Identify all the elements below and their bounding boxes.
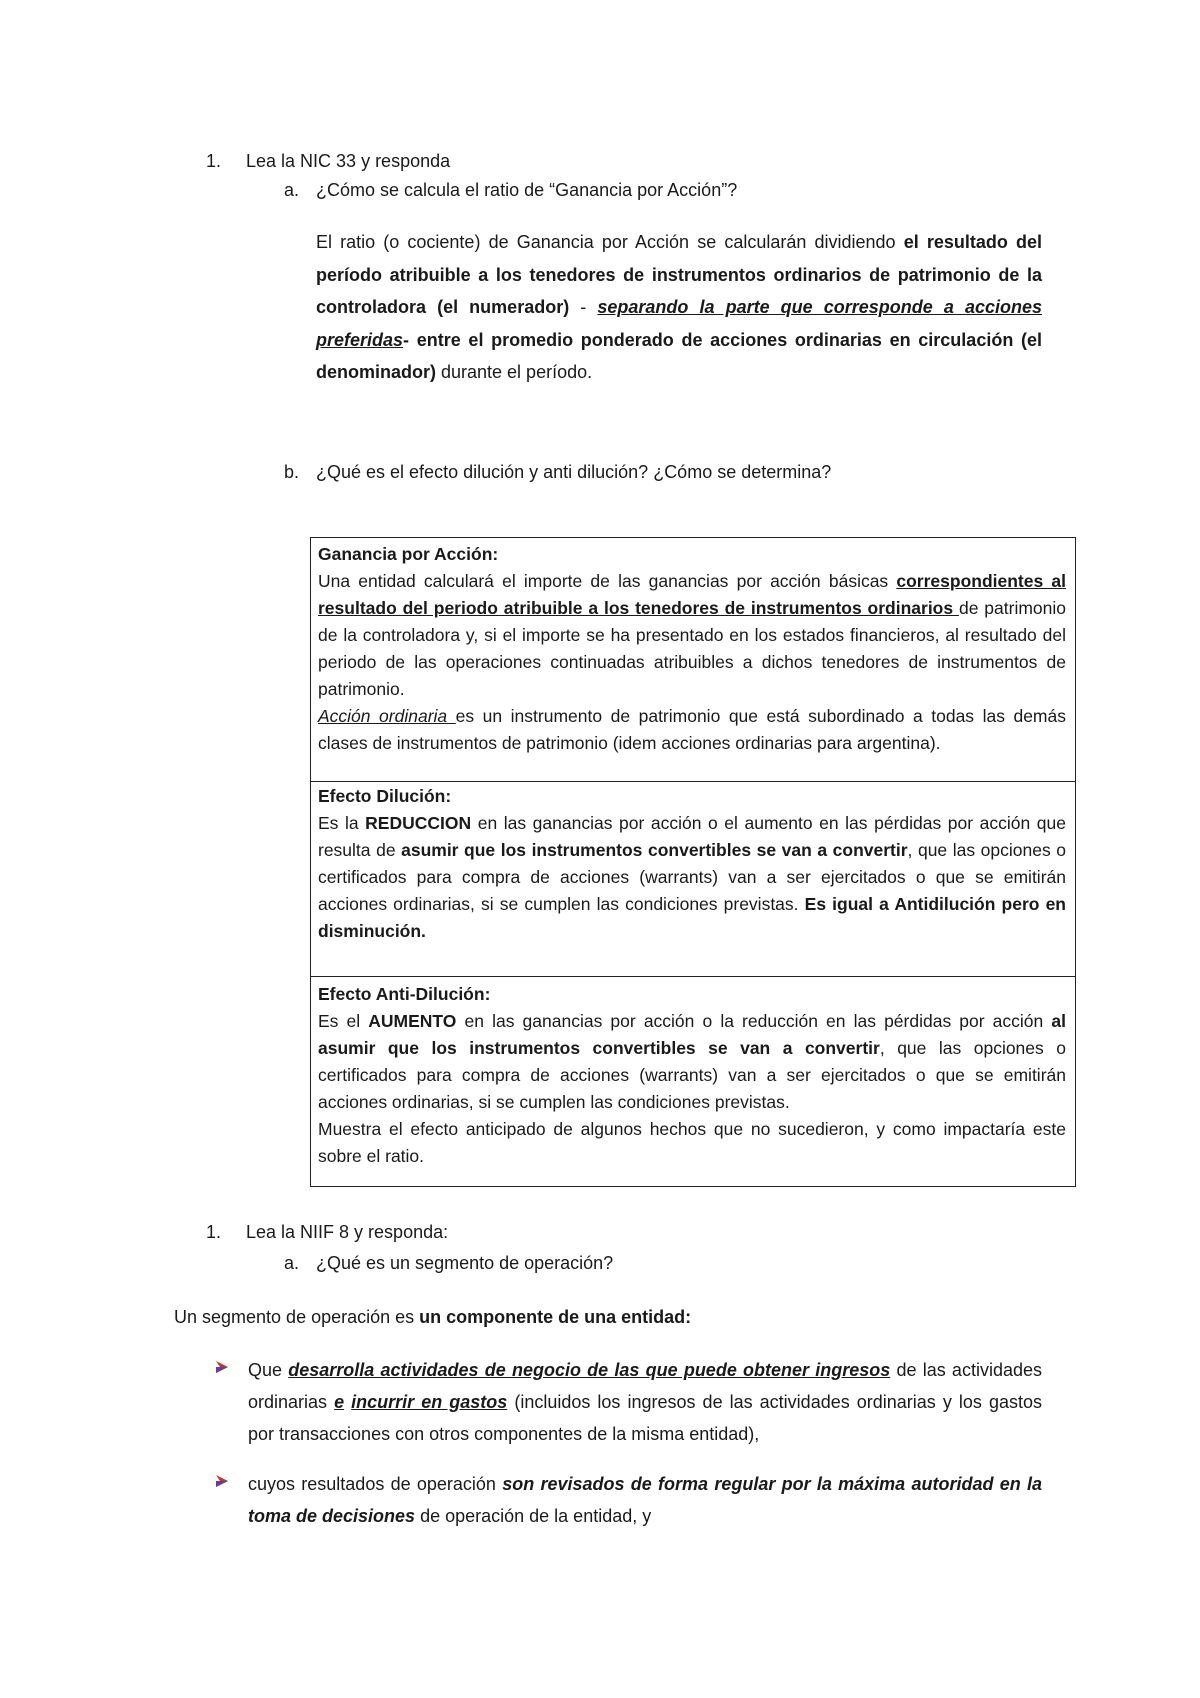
question-b-text: ¿Qué es el efecto dilución y anti dilución? ¿Cómo se determina? — [316, 462, 832, 482]
question-a-letter: a. — [284, 180, 300, 200]
table-cell-ganancia: Ganancia por Acción: Una entidad calculará el importe de las ganancias por acción básicas correspondientes al resultado del periodo atribuible a los tenedores de instrumentos ordinarios de patrimonio de la controladora y, si el importe se ha presentado en los estados financieros, al resultado del periodo de las operaciones continuadas atribuibles a dichos tenedores de instrumentos de patrimonio. Acción ordinaria es un instrumento de patrimonio que está subordinado a todas las demás clases de instrumentos de patrimonio (idem acciones ordinarias para argentina). — [318, 544, 1066, 753]
answer-a-paragraph: El ratio (o cociente) de Ganancia por Acción se calcularán dividiendo el resultado del período atribuible a los tenedores de instrumentos ordinarios de patrimonio de la controladora (el numerador) - separando la parte que corresponde a acciones preferidas- entre el promedio ponderado de acciones ordinarias en circulación (el denominador) durante el período. — [316, 232, 1043, 382]
section2-number: 1. — [206, 1222, 222, 1242]
section1-title: Lea la NIC 33 y responda — [246, 151, 451, 171]
segment-intro: Un segmento de operación es un componente de una entidad: — [174, 1307, 692, 1327]
ganancia-heading: Ganancia por Acción: — [318, 544, 499, 564]
arrow-bullet-icon — [214, 1472, 232, 1490]
section2-title: Lea la NIIF 8 y responda: — [246, 1222, 449, 1242]
arrow-bullet-icon — [214, 1358, 232, 1376]
question-b-letter: b. — [284, 462, 300, 482]
bullet-1-text: Que desarrolla actividades de negocio de las que puede obtener ingresos de las actividades ordinarias e incurrir en gastos (incluidos los ingresos de las actividades ordinarias y los gastos por transacciones con otros componentes de la misma entidad), — [248, 1360, 1042, 1444]
section1-number: 1. — [206, 151, 222, 171]
question-2a-text: ¿Qué es un segmento de operación? — [316, 1253, 614, 1273]
question-2a-letter: a. — [284, 1253, 300, 1273]
dilucion-heading: Efecto Dilución: — [318, 786, 452, 806]
table-cell-antidilucion: Efecto Anti-Dilución: Es el AUMENTO en las ganancias por acción o la reducción en las pérdidas por acción al asumir que los instrumentos convertibles se van a convertir, que las opciones o certificados para compra de acciones (warrants) van a ser ejercitados o que se emitirán acciones ordinarias, si se cumplen las condiciones previstas. Muestra el efecto anticipado de algunos hechos que no sucedieron, y como impactaría este sobre el ratio. — [318, 984, 1066, 1166]
question-a-text: ¿Cómo se calcula el ratio de “Ganancia por Acción”? — [316, 180, 738, 200]
antidilucion-heading: Efecto Anti-Dilución: — [318, 984, 491, 1004]
bullet-2-text: cuyos resultados de operación son revisados de forma regular por la máxima autoridad en la toma de decisiones de operación de la entidad, y — [248, 1474, 1042, 1526]
table-cell-dilucion: Efecto Dilución: Es la REDUCCION en las ganancias por acción o el aumento en las pérdidas por acción que resulta de asumir que los instrumentos convertibles se van a convertir, que las opciones o certificados para compra de acciones (warrants) van a ser ejercitados o que se emitirán acciones ordinarias, si se cumplen las condiciones previstas. Es igual a Antidilución pero en disminución. — [318, 786, 1066, 941]
